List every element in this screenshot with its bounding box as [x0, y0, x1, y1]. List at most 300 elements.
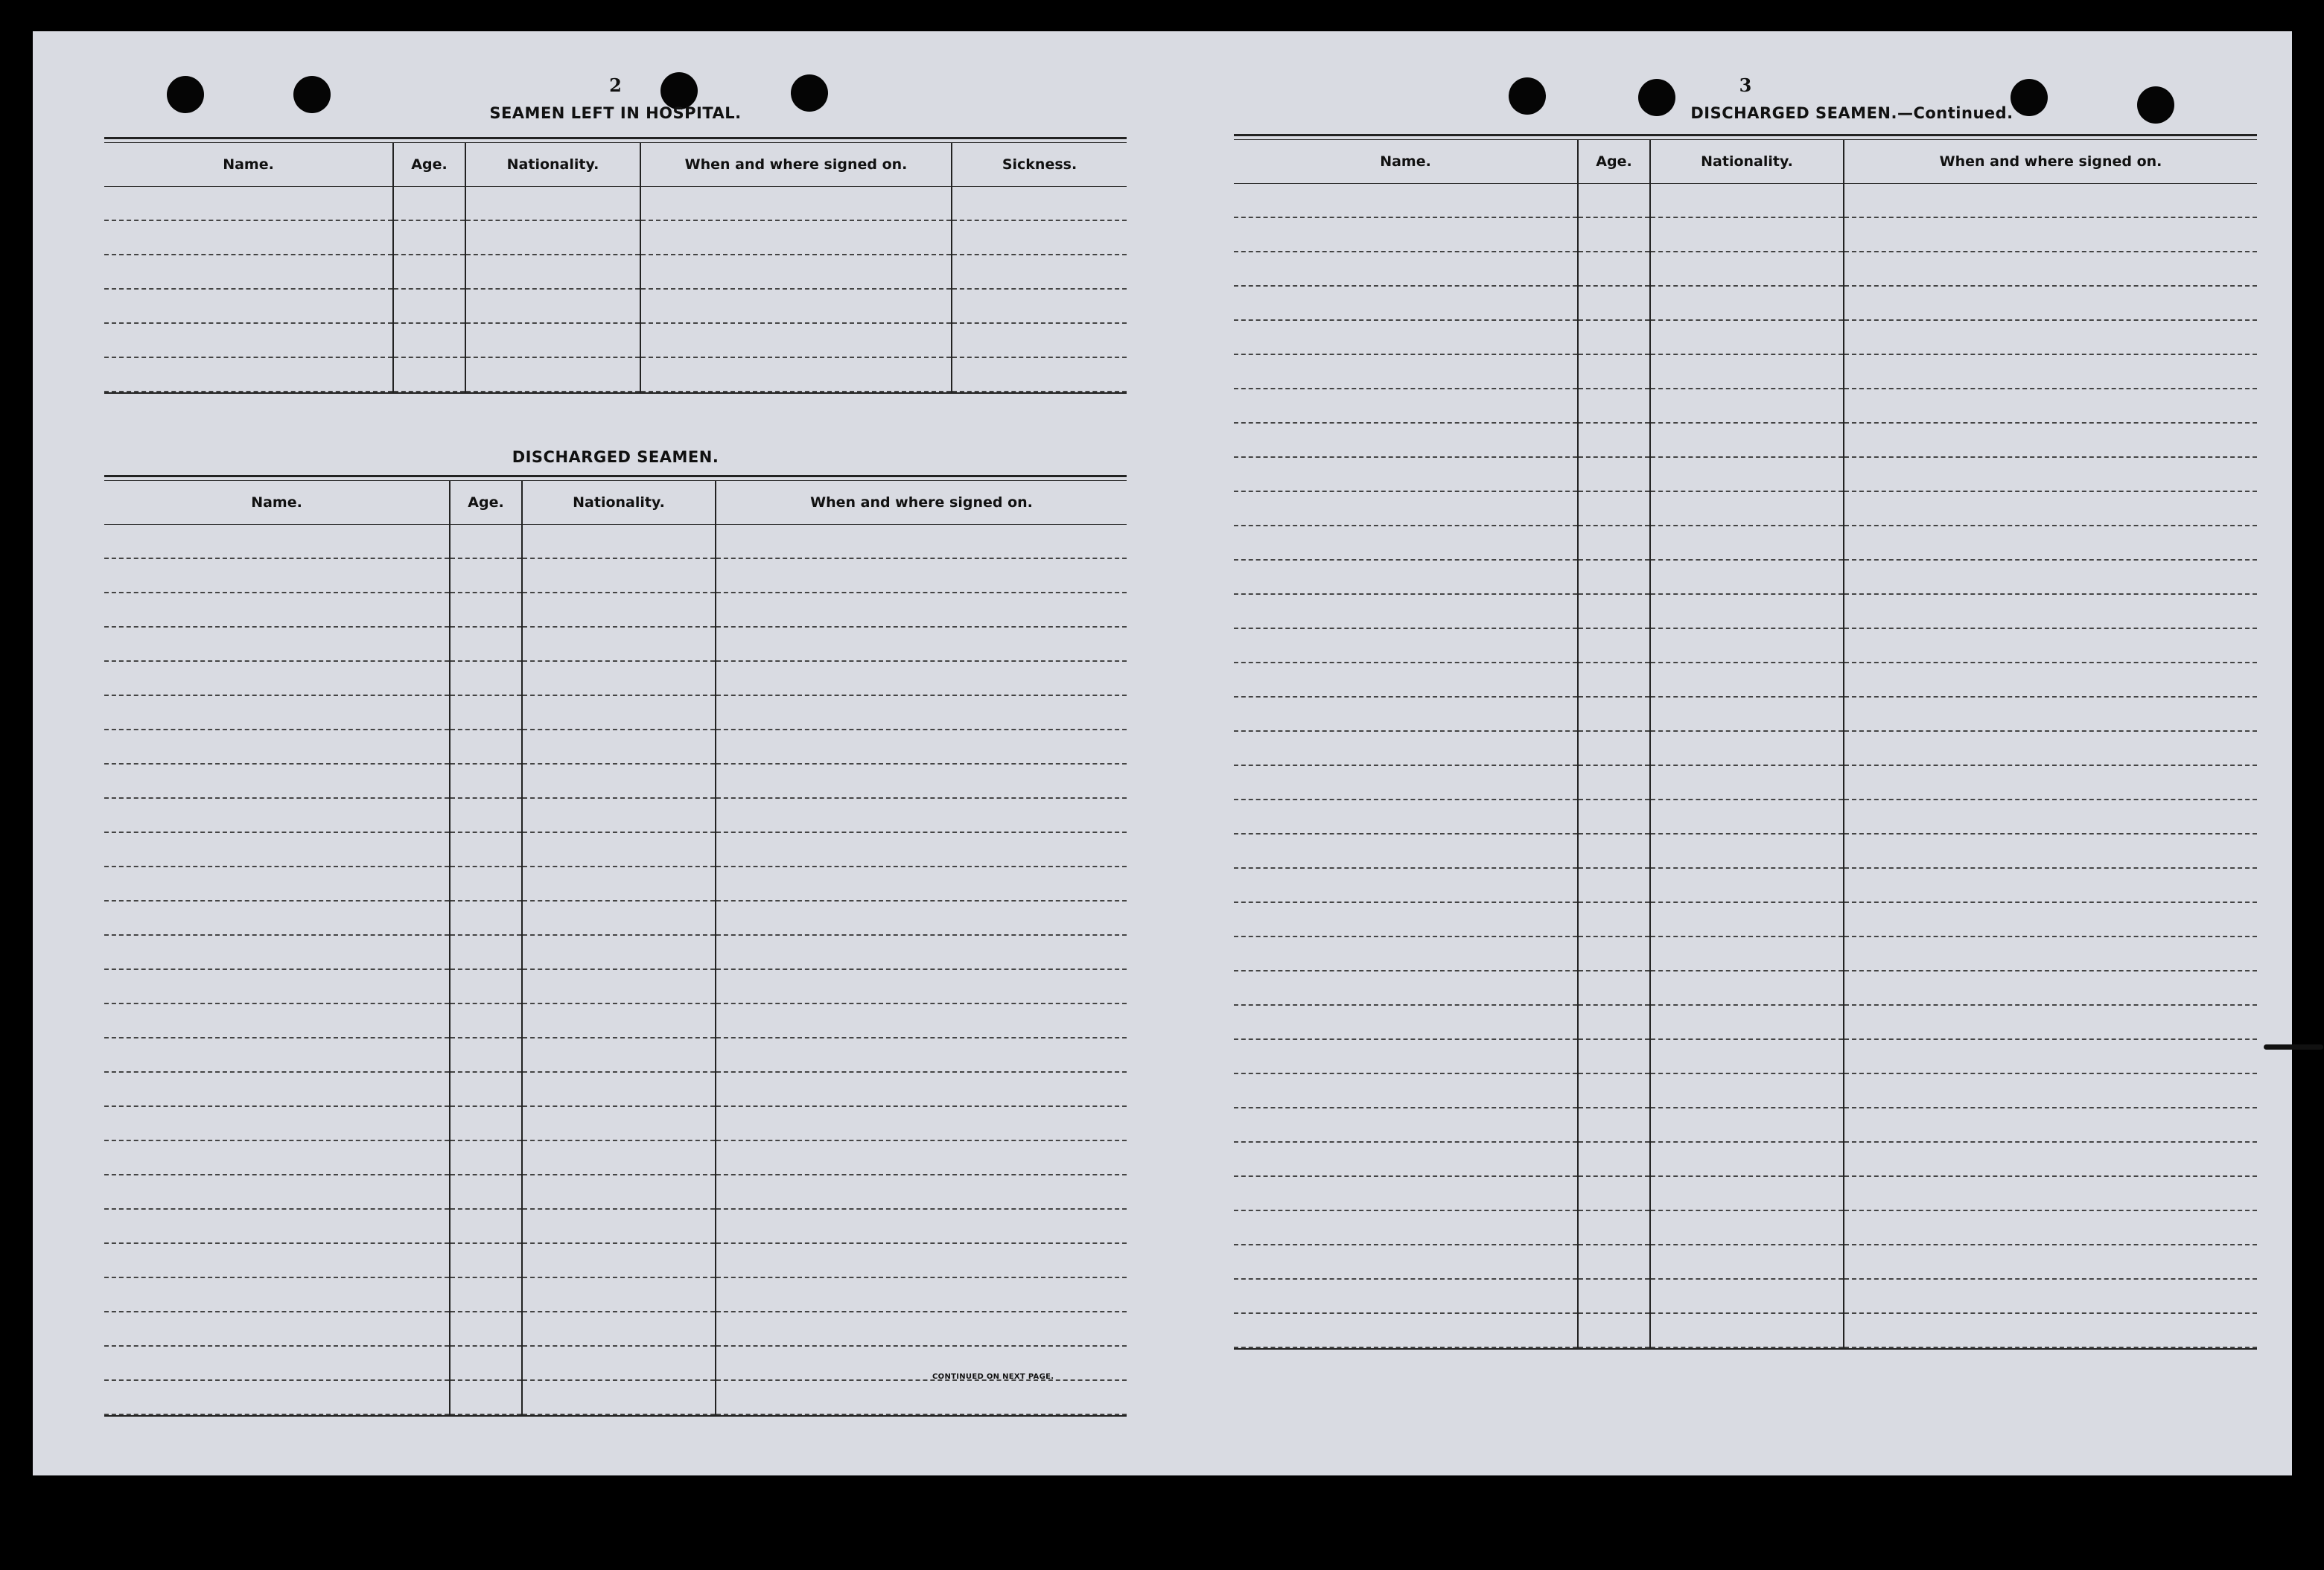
name-cell[interactable]: [104, 525, 450, 559]
sickness-cell[interactable]: [952, 187, 1127, 221]
signed-on-cell[interactable]: [1844, 526, 2257, 560]
nationality-cell[interactable]: [522, 593, 716, 627]
name-cell[interactable]: [1234, 457, 1578, 491]
nationality-cell[interactable]: [1650, 731, 1844, 765]
column-header-age: Age.: [450, 481, 522, 525]
nationality-cell[interactable]: [1650, 663, 1844, 697]
name-cell[interactable]: [1234, 936, 1578, 971]
signed-on-cell[interactable]: [716, 832, 1127, 867]
signed-on-cell[interactable]: [716, 661, 1127, 695]
nationality-cell[interactable]: [522, 1346, 716, 1380]
name-cell[interactable]: [1234, 320, 1578, 354]
name-cell[interactable]: [104, 255, 393, 289]
nationality-cell[interactable]: [1650, 697, 1844, 731]
table-row: [104, 187, 1127, 221]
table-row: [1234, 1039, 2257, 1073]
age-cell[interactable]: [450, 832, 522, 867]
name-cell[interactable]: [1234, 731, 1578, 765]
table-row: [1234, 1108, 2257, 1142]
nationality-cell[interactable]: [1650, 902, 1844, 936]
nationality-cell[interactable]: [1650, 217, 1844, 252]
age-cell[interactable]: [393, 289, 465, 323]
signed-on-cell[interactable]: [1844, 663, 2257, 697]
age-cell[interactable]: [450, 969, 522, 1003]
age-cell[interactable]: [1578, 1176, 1650, 1210]
name-cell[interactable]: [104, 1209, 450, 1243]
age-cell[interactable]: [1578, 184, 1650, 218]
name-cell[interactable]: [104, 695, 450, 730]
age-cell[interactable]: [393, 187, 465, 221]
signed-on-cell[interactable]: [716, 969, 1127, 1003]
age-cell[interactable]: [1578, 1005, 1650, 1039]
name-cell[interactable]: [104, 1346, 450, 1380]
signed-on-cell[interactable]: [716, 525, 1127, 559]
nationality-cell[interactable]: [1650, 1039, 1844, 1073]
name-cell[interactable]: [1234, 1210, 1578, 1245]
table-row: [1234, 286, 2257, 320]
age-cell[interactable]: [450, 798, 522, 832]
nationality-cell[interactable]: [1650, 1279, 1844, 1313]
signed-on-cell[interactable]: [1844, 252, 2257, 286]
column-header-nationality: Nationality.: [1650, 140, 1844, 184]
signed-on-cell[interactable]: [1844, 868, 2257, 902]
name-cell[interactable]: [104, 1380, 450, 1414]
age-cell[interactable]: [450, 1380, 522, 1414]
age-cell[interactable]: [1578, 1210, 1650, 1245]
nationality-cell[interactable]: [522, 832, 716, 867]
age-cell[interactable]: [393, 220, 465, 255]
table-row: [1234, 697, 2257, 731]
age-cell[interactable]: [450, 935, 522, 969]
signed-on-cell[interactable]: [1844, 389, 2257, 423]
age-cell[interactable]: [1578, 1313, 1650, 1347]
signed-on-cell[interactable]: [716, 867, 1127, 901]
signed-on-cell[interactable]: [640, 187, 952, 221]
name-cell[interactable]: [104, 661, 450, 695]
table-row: [1234, 936, 2257, 971]
age-cell[interactable]: [1578, 902, 1650, 936]
age-cell[interactable]: [450, 901, 522, 935]
name-cell[interactable]: [1234, 765, 1578, 800]
signed-on-cell[interactable]: [1844, 594, 2257, 628]
signed-on-cell[interactable]: [716, 593, 1127, 627]
nationality-cell[interactable]: [522, 1380, 716, 1414]
signed-on-cell[interactable]: [716, 1209, 1127, 1243]
signed-on-cell[interactable]: [640, 255, 952, 289]
age-cell[interactable]: [450, 1072, 522, 1106]
name-cell[interactable]: [1234, 184, 1578, 218]
name-cell[interactable]: [1234, 628, 1578, 663]
signed-on-cell[interactable]: [716, 1243, 1127, 1277]
nationality-cell[interactable]: [522, 1175, 716, 1209]
name-cell[interactable]: [1234, 902, 1578, 936]
table-row: [1234, 320, 2257, 354]
age-cell[interactable]: [1578, 217, 1650, 252]
nationality-cell[interactable]: [1650, 971, 1844, 1005]
age-cell[interactable]: [450, 1312, 522, 1346]
nationality-cell[interactable]: [1650, 560, 1844, 594]
table-header-row: [1234, 140, 2257, 184]
nationality-cell[interactable]: [522, 969, 716, 1003]
name-cell[interactable]: [104, 220, 393, 255]
age-cell[interactable]: [1578, 252, 1650, 286]
nationality-cell[interactable]: [465, 187, 640, 221]
nationality-cell[interactable]: [522, 935, 716, 969]
name-cell[interactable]: [1234, 286, 1578, 320]
nationality-cell[interactable]: [1650, 1210, 1844, 1245]
age-cell[interactable]: [450, 1175, 522, 1209]
name-cell[interactable]: [1234, 389, 1578, 423]
age-cell[interactable]: [1578, 834, 1650, 868]
name-cell[interactable]: [1234, 491, 1578, 526]
age-cell[interactable]: [450, 661, 522, 695]
signed-on-cell[interactable]: [716, 1380, 1127, 1414]
nationality-cell[interactable]: [1650, 252, 1844, 286]
nationality-cell[interactable]: [1650, 184, 1844, 218]
nationality-cell[interactable]: [465, 220, 640, 255]
nationality-cell[interactable]: [1650, 320, 1844, 354]
signed-on-cell[interactable]: [1844, 731, 2257, 765]
age-cell[interactable]: [1578, 936, 1650, 971]
age-cell[interactable]: [1578, 663, 1650, 697]
nationality-cell[interactable]: [1650, 765, 1844, 800]
sickness-cell[interactable]: [952, 323, 1127, 357]
name-cell[interactable]: [104, 1312, 450, 1346]
age-cell[interactable]: [1578, 457, 1650, 491]
signed-on-cell[interactable]: [640, 220, 952, 255]
nationality-cell[interactable]: [1650, 526, 1844, 560]
name-cell[interactable]: [1234, 252, 1578, 286]
age-cell[interactable]: [1578, 971, 1650, 1005]
name-cell[interactable]: [1234, 971, 1578, 1005]
age-cell[interactable]: [450, 558, 522, 593]
age-cell[interactable]: [1578, 526, 1650, 560]
nationality-cell[interactable]: [522, 1003, 716, 1038]
signed-on-cell[interactable]: [1844, 1108, 2257, 1142]
name-cell[interactable]: [104, 1243, 450, 1277]
age-cell[interactable]: [450, 1346, 522, 1380]
table-row: [1234, 184, 2257, 218]
age-cell[interactable]: [450, 1277, 522, 1312]
sickness-cell[interactable]: [952, 255, 1127, 289]
age-cell[interactable]: [450, 1003, 522, 1038]
name-cell[interactable]: [1234, 1073, 1578, 1108]
age-cell[interactable]: [1578, 628, 1650, 663]
age-cell[interactable]: [1578, 868, 1650, 902]
name-cell[interactable]: [1234, 663, 1578, 697]
signed-on-cell[interactable]: [716, 901, 1127, 935]
name-cell[interactable]: [104, 764, 450, 798]
signed-on-cell[interactable]: [716, 1277, 1127, 1312]
age-cell[interactable]: [450, 1038, 522, 1072]
name-cell[interactable]: [104, 187, 393, 221]
table-row: [1234, 765, 2257, 800]
signed-on-cell[interactable]: [1844, 217, 2257, 252]
signed-on-cell[interactable]: [1844, 1313, 2257, 1347]
age-cell[interactable]: [393, 255, 465, 289]
signed-on-cell[interactable]: [716, 730, 1127, 764]
nationality-cell[interactable]: [1650, 594, 1844, 628]
section-rule: [104, 1415, 1127, 1417]
age-cell[interactable]: [1578, 1245, 1650, 1279]
nationality-cell[interactable]: [1650, 1245, 1844, 1279]
age-cell[interactable]: [450, 1140, 522, 1175]
nationality-cell[interactable]: [1650, 1108, 1844, 1142]
name-cell[interactable]: [104, 730, 450, 764]
signed-on-cell[interactable]: [1844, 423, 2257, 457]
name-cell[interactable]: [1234, 594, 1578, 628]
name-cell[interactable]: [1234, 526, 1578, 560]
signed-on-cell[interactable]: [1844, 1073, 2257, 1108]
signed-on-cell[interactable]: [1844, 697, 2257, 731]
name-cell[interactable]: [1234, 1245, 1578, 1279]
name-cell[interactable]: [104, 867, 450, 901]
age-cell[interactable]: [1578, 1279, 1650, 1313]
nationality-cell[interactable]: [522, 1312, 716, 1346]
nationality-cell[interactable]: [522, 525, 716, 559]
nationality-cell[interactable]: [522, 1209, 716, 1243]
nationality-cell[interactable]: [1650, 1313, 1844, 1347]
age-cell[interactable]: [1578, 697, 1650, 731]
table-row: [1234, 800, 2257, 834]
nationality-cell[interactable]: [522, 695, 716, 730]
nationality-cell[interactable]: [522, 901, 716, 935]
nationality-cell[interactable]: [1650, 354, 1844, 389]
signed-on-cell[interactable]: [1844, 765, 2257, 800]
nationality-cell[interactable]: [522, 867, 716, 901]
age-cell[interactable]: [450, 1243, 522, 1277]
nationality-cell[interactable]: [1650, 800, 1844, 834]
page-number: 2: [609, 74, 622, 96]
age-cell[interactable]: [393, 323, 465, 357]
name-cell[interactable]: [1234, 800, 1578, 834]
name-cell[interactable]: [104, 323, 393, 357]
nationality-cell[interactable]: [522, 730, 716, 764]
age-cell[interactable]: [393, 357, 465, 392]
table-header-row: [104, 481, 1127, 525]
double-rule: [1234, 134, 2257, 140]
age-cell[interactable]: [450, 593, 522, 627]
table-row: [104, 1140, 1127, 1175]
name-cell[interactable]: [104, 1140, 450, 1175]
name-cell[interactable]: [1234, 1005, 1578, 1039]
nationality-cell[interactable]: [465, 323, 640, 357]
age-cell[interactable]: [1578, 1108, 1650, 1142]
age-cell[interactable]: [450, 1209, 522, 1243]
signed-on-cell[interactable]: [640, 357, 952, 392]
sickness-cell[interactable]: [952, 357, 1127, 392]
name-cell[interactable]: [104, 969, 450, 1003]
age-cell[interactable]: [1578, 765, 1650, 800]
signed-on-cell[interactable]: [1844, 936, 2257, 971]
table-row: [1234, 560, 2257, 594]
age-cell[interactable]: [450, 867, 522, 901]
nationality-cell[interactable]: [465, 289, 640, 323]
name-cell[interactable]: [104, 798, 450, 832]
signed-on-cell[interactable]: [1844, 628, 2257, 663]
name-cell[interactable]: [1234, 354, 1578, 389]
table-row: [1234, 594, 2257, 628]
signed-on-cell[interactable]: [1844, 1176, 2257, 1210]
age-cell[interactable]: [1578, 800, 1650, 834]
name-cell[interactable]: [104, 1175, 450, 1209]
name-cell[interactable]: [104, 627, 450, 661]
name-cell[interactable]: [104, 593, 450, 627]
nationality-cell[interactable]: [1650, 457, 1844, 491]
signed-on-cell[interactable]: [716, 1175, 1127, 1209]
name-cell[interactable]: [1234, 1176, 1578, 1210]
name-cell[interactable]: [1234, 1039, 1578, 1073]
signed-on-cell[interactable]: [716, 1140, 1127, 1175]
name-cell[interactable]: [104, 1003, 450, 1038]
nationality-cell[interactable]: [522, 1106, 716, 1140]
age-cell[interactable]: [1578, 1039, 1650, 1073]
signed-on-cell[interactable]: [1844, 320, 2257, 354]
signed-on-cell[interactable]: [1844, 1005, 2257, 1039]
age-cell[interactable]: [1578, 286, 1650, 320]
nationality-cell[interactable]: [1650, 389, 1844, 423]
sickness-cell[interactable]: [952, 220, 1127, 255]
nationality-cell[interactable]: [1650, 491, 1844, 526]
name-cell[interactable]: [1234, 560, 1578, 594]
nationality-cell[interactable]: [1650, 1005, 1844, 1039]
nationality-cell[interactable]: [522, 1277, 716, 1312]
signed-on-cell[interactable]: [1844, 1245, 2257, 1279]
signed-on-cell[interactable]: [716, 1346, 1127, 1380]
table-row: [104, 593, 1127, 627]
name-cell[interactable]: [104, 901, 450, 935]
name-cell[interactable]: [1234, 1108, 1578, 1142]
nationality-cell[interactable]: [1650, 1176, 1844, 1210]
binding-mark: [2264, 1044, 2323, 1050]
age-cell[interactable]: [1578, 1142, 1650, 1176]
age-cell[interactable]: [450, 695, 522, 730]
name-cell[interactable]: [1234, 697, 1578, 731]
nationality-cell[interactable]: [1650, 868, 1844, 902]
signed-on-cell[interactable]: [1844, 834, 2257, 868]
table-row: [104, 969, 1127, 1003]
age-cell[interactable]: [1578, 594, 1650, 628]
name-cell[interactable]: [1234, 1313, 1578, 1347]
nationality-cell[interactable]: [1650, 423, 1844, 457]
signed-on-cell[interactable]: [716, 558, 1127, 593]
signed-on-cell[interactable]: [716, 1003, 1127, 1038]
signed-on-cell[interactable]: [640, 323, 952, 357]
signed-on-cell[interactable]: [716, 627, 1127, 661]
column-header-signed-on: When and where signed on.: [716, 481, 1127, 525]
name-cell[interactable]: [104, 289, 393, 323]
name-cell[interactable]: [1234, 868, 1578, 902]
signed-on-cell[interactable]: [640, 289, 952, 323]
signed-on-cell[interactable]: [716, 798, 1127, 832]
signed-on-cell[interactable]: [1844, 491, 2257, 526]
age-cell[interactable]: [1578, 423, 1650, 457]
signed-on-cell[interactable]: [1844, 286, 2257, 320]
nationality-cell[interactable]: [522, 1140, 716, 1175]
signed-on-cell[interactable]: [716, 935, 1127, 969]
signed-on-cell[interactable]: [1844, 1039, 2257, 1073]
age-cell[interactable]: [450, 1106, 522, 1140]
name-cell[interactable]: [104, 1038, 450, 1072]
age-cell[interactable]: [450, 627, 522, 661]
signed-on-cell[interactable]: [1844, 560, 2257, 594]
table-row: [1234, 731, 2257, 765]
age-cell[interactable]: [450, 764, 522, 798]
signed-on-cell[interactable]: [1844, 184, 2257, 218]
nationality-cell[interactable]: [1650, 834, 1844, 868]
signed-on-cell[interactable]: [1844, 971, 2257, 1005]
name-cell[interactable]: [104, 558, 450, 593]
name-cell[interactable]: [104, 1277, 450, 1312]
signed-on-cell[interactable]: [1844, 1210, 2257, 1245]
name-cell[interactable]: [1234, 1279, 1578, 1313]
age-cell[interactable]: [1578, 491, 1650, 526]
signed-on-cell[interactable]: [1844, 800, 2257, 834]
signed-on-cell[interactable]: [1844, 457, 2257, 491]
discharged-continued-table: [1234, 140, 2257, 1348]
name-cell[interactable]: [1234, 834, 1578, 868]
name-cell[interactable]: [104, 357, 393, 392]
nationality-cell[interactable]: [522, 661, 716, 695]
name-cell[interactable]: [104, 1106, 450, 1140]
nationality-cell[interactable]: [522, 627, 716, 661]
signed-on-cell[interactable]: [716, 1072, 1127, 1106]
age-cell[interactable]: [1578, 731, 1650, 765]
nationality-cell[interactable]: [1650, 936, 1844, 971]
name-cell[interactable]: [104, 832, 450, 867]
nationality-cell[interactable]: [522, 1243, 716, 1277]
age-cell[interactable]: [1578, 560, 1650, 594]
nationality-cell[interactable]: [465, 255, 640, 289]
age-cell[interactable]: [1578, 389, 1650, 423]
nationality-cell[interactable]: [1650, 628, 1844, 663]
nationality-cell[interactable]: [522, 1038, 716, 1072]
age-cell[interactable]: [1578, 1073, 1650, 1108]
nationality-cell[interactable]: [522, 798, 716, 832]
signed-on-cell[interactable]: [1844, 902, 2257, 936]
signed-on-cell[interactable]: [716, 764, 1127, 798]
nationality-cell[interactable]: [1650, 286, 1844, 320]
nationality-cell[interactable]: [522, 1072, 716, 1106]
table-row: [104, 832, 1127, 867]
signed-on-cell[interactable]: [716, 1312, 1127, 1346]
nationality-cell[interactable]: [522, 558, 716, 593]
name-cell[interactable]: [104, 1072, 450, 1106]
name-cell[interactable]: [1234, 217, 1578, 252]
age-cell[interactable]: [450, 730, 522, 764]
name-cell[interactable]: [1234, 423, 1578, 457]
discharged-table: [104, 481, 1127, 1415]
column-header-name: Name.: [1234, 140, 1578, 184]
signed-on-cell[interactable]: [1844, 1142, 2257, 1176]
signed-on-cell[interactable]: [716, 1106, 1127, 1140]
name-cell[interactable]: [104, 935, 450, 969]
signed-on-cell[interactable]: [716, 695, 1127, 730]
age-cell[interactable]: [1578, 320, 1650, 354]
nationality-cell[interactable]: [522, 764, 716, 798]
signed-on-cell[interactable]: [716, 1038, 1127, 1072]
nationality-cell[interactable]: [1650, 1073, 1844, 1108]
name-cell[interactable]: [1234, 1142, 1578, 1176]
age-cell[interactable]: [1578, 354, 1650, 389]
nationality-cell[interactable]: [1650, 1142, 1844, 1176]
age-cell[interactable]: [450, 525, 522, 559]
table-row: [1234, 217, 2257, 252]
signed-on-cell[interactable]: [1844, 1279, 2257, 1313]
sickness-cell[interactable]: [952, 289, 1127, 323]
signed-on-cell[interactable]: [1844, 354, 2257, 389]
nationality-cell[interactable]: [465, 357, 640, 392]
